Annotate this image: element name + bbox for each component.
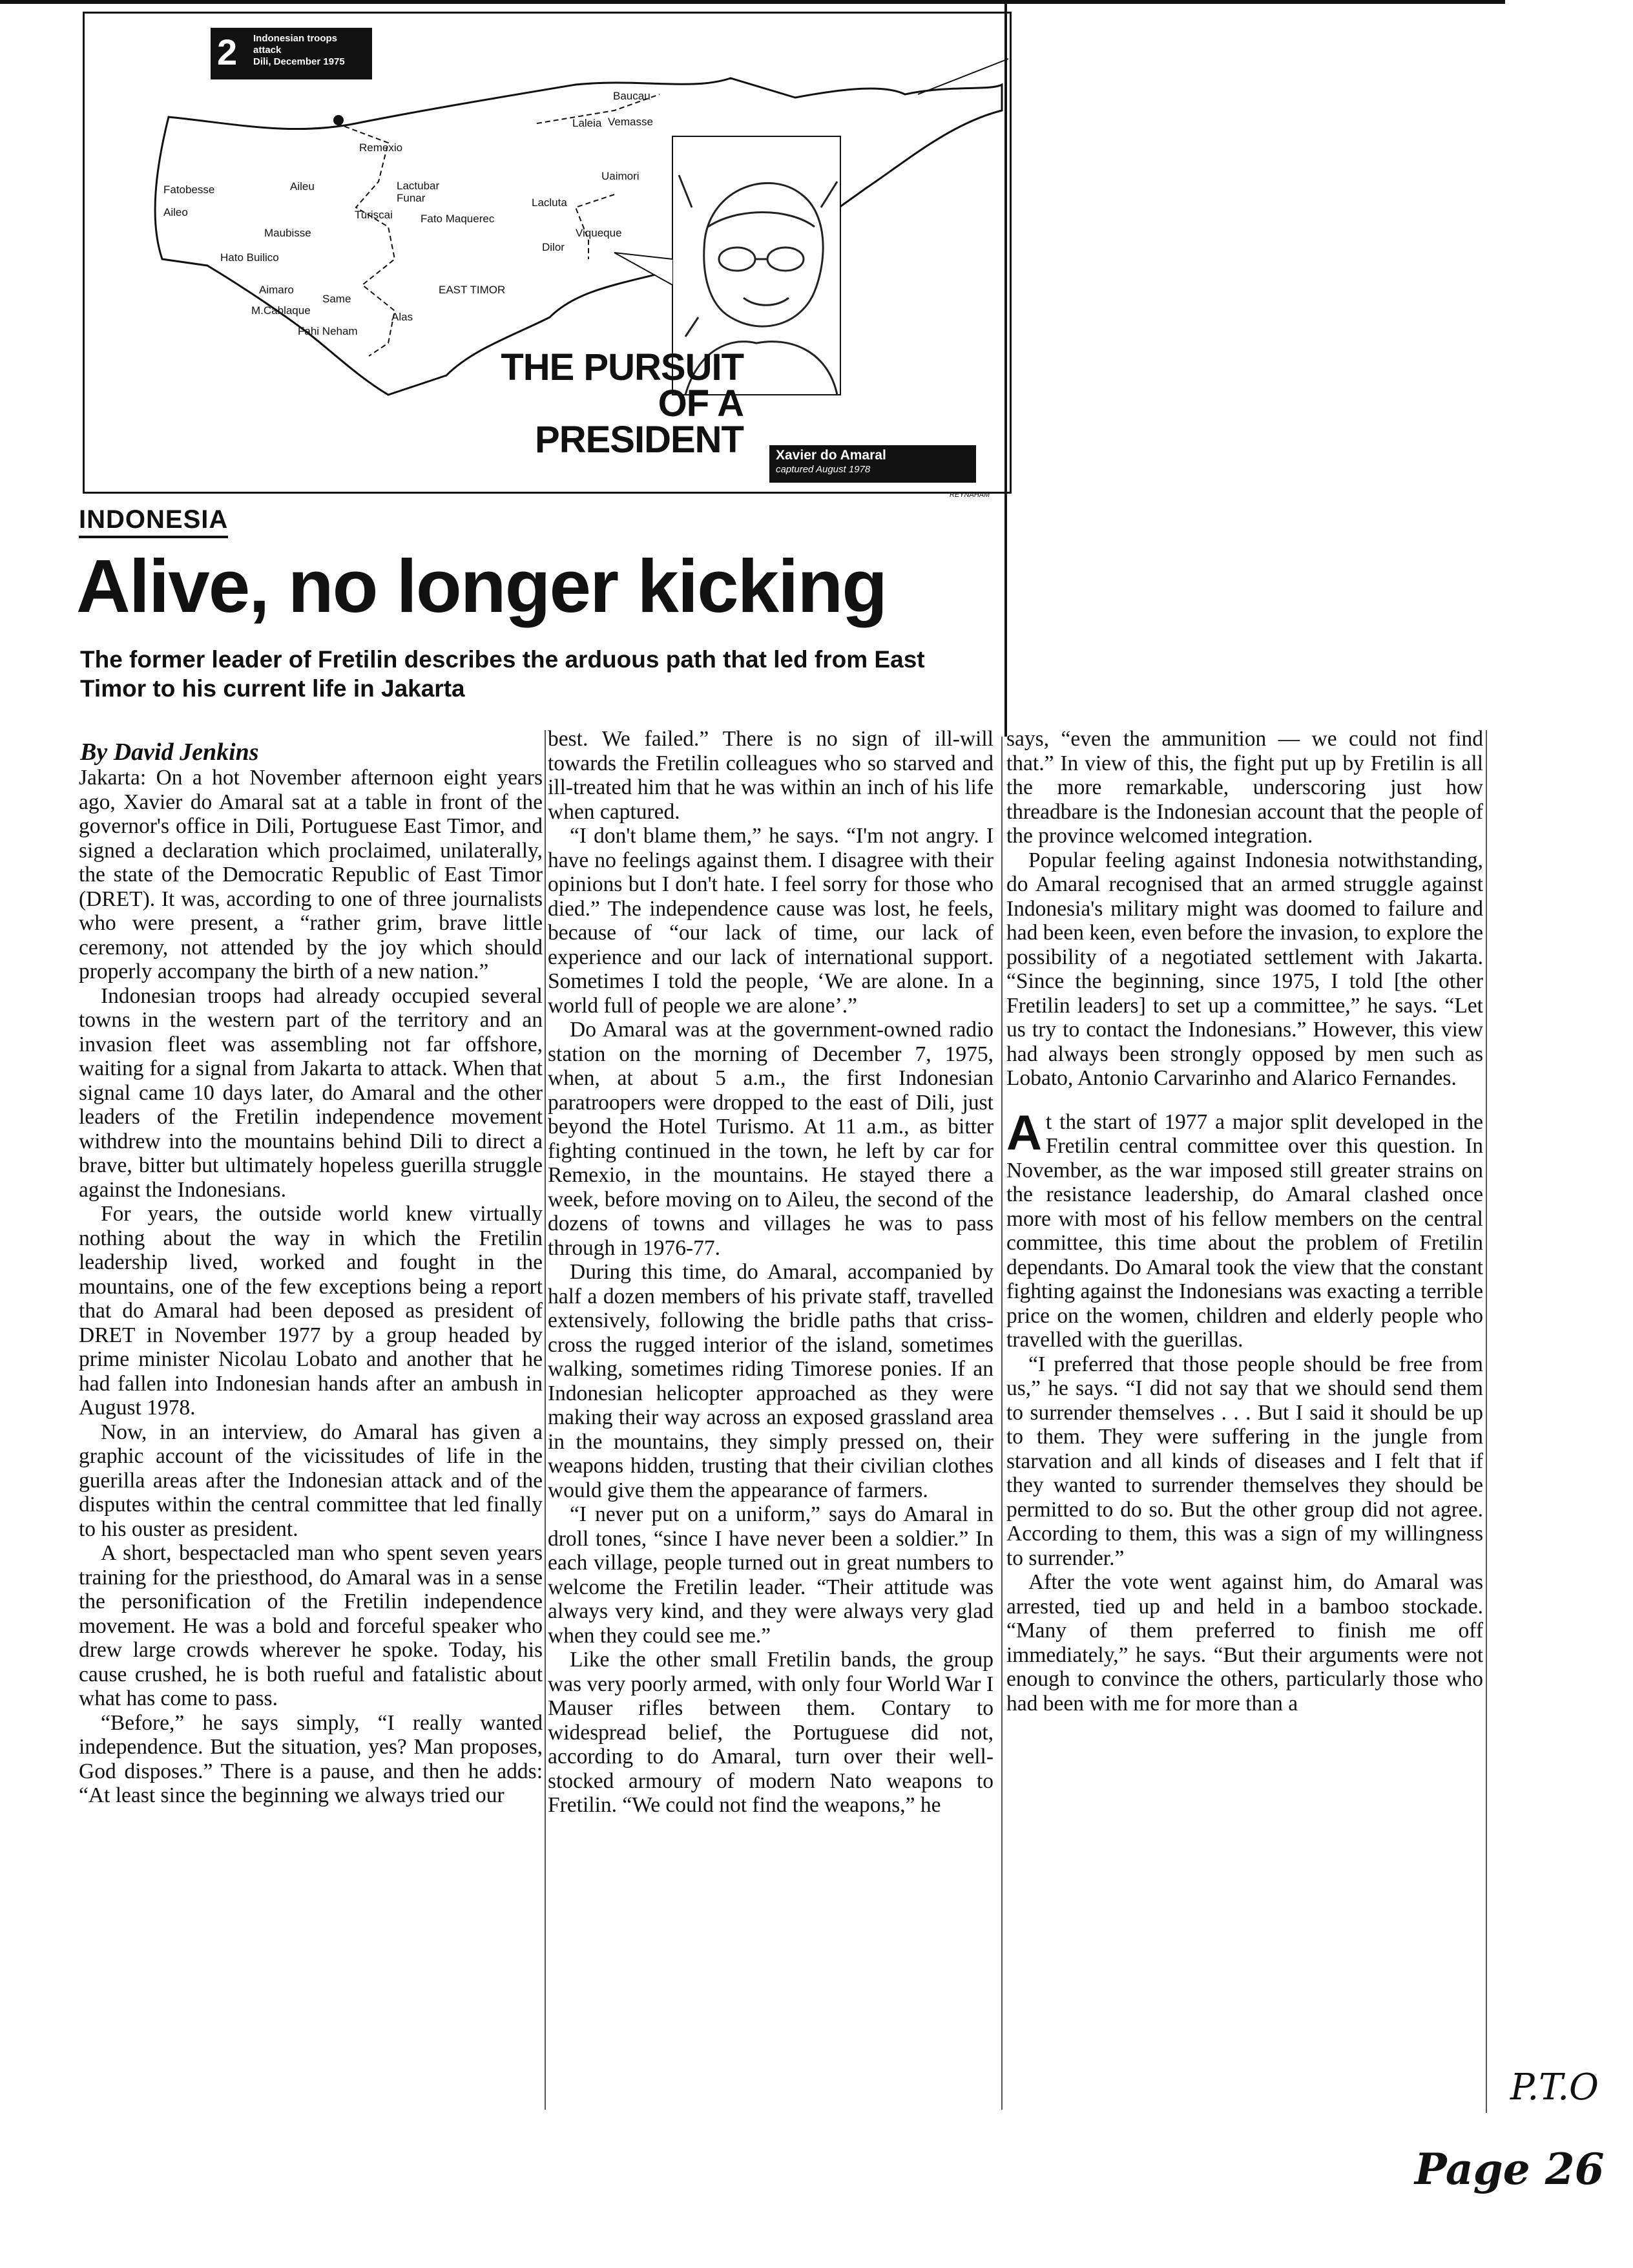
place-label: M.Cablaque (251, 304, 311, 317)
paragraph: During this time, do Amaral, accompanied by half a dozen members of his private staff, travelled extensively, following the bridle paths that criss-cross the rugged interior of the island, sometimes walking, sometimes riding Timorese ponies. If an Indonesian helicopter approached as they were making their way across an exposed grassland area in the mountains, they simply pressed on, their weapons hidden, trusting that their civilian clothes would give them the appearance of farmers. (548, 1260, 993, 1502)
place-label: Baucau (613, 90, 650, 102)
dili-attack-badge (211, 28, 372, 79)
place-label: Fato Maquerec (421, 213, 495, 225)
map-title-line: OF A (658, 383, 744, 425)
badge-number: 2 (217, 32, 238, 72)
paragraph: “Before,” he says simply, “I really wanted independence. But the situation, yes? Man proposes, God disposes.” There is a pause, and then he adds: “At least since the beginning we always tried our (79, 1710, 543, 1807)
paragraph: Do Amaral was at the government-owned radio station on the morning of December 7, 1975, when, at about 5 a.m., the first Indonesian paratroopers were dropped to the east of Dili, just beyond the Hotel Turismo. At 11 a.m., as bitter fighting continued in the town, he left by car for Remexio, in the mountains. He stayed there a week, before moving on to Aileu, the second of the dozens of towns and villages he was to pass through in 1976-77. (548, 1018, 993, 1260)
drop-cap: A (1006, 1105, 1042, 1160)
place-label: Dilor (542, 241, 565, 253)
deck: The former leader of Fretilin describes the arduous path that led from East Timor to his current life in Jakarta (80, 646, 925, 702)
place-label: Laleia (572, 117, 602, 129)
place-label: Same (322, 293, 351, 305)
place-label: Aimaro (259, 284, 294, 296)
byline: By David Jenkins (80, 739, 259, 766)
badge-line: Dili, December 1975 (253, 56, 345, 67)
paragraph: says, “even the ammunition — we could not find that.” In view of this, the fight put up by Fretilin is all the more remarkable, underscoring just how threadbare is the Indonesian account that the people of the province welcomed integration. (1006, 727, 1483, 848)
place-label: Viqueque (576, 227, 622, 239)
place-label: Aileo (163, 206, 188, 218)
place-label: EAST TIMOR (439, 284, 506, 296)
headline: Alive, no longer kicking (76, 544, 887, 628)
paragraph: Like the other small Fretilin bands, the group was very poorly armed, with only four World War I Mauser rifles between them. Contary to widespread belief, the Portuguese did not, according to do Amaral, turn over their well-stocked armoury of modern Nato weapons to Fretilin. “We could not find the weapons,” he (548, 1648, 993, 1817)
map-title (498, 346, 744, 461)
paragraph: For years, the outside world knew virtually nothing about the way in which the Fretilin leadership lived, worked and fought in the mountains, one of the few exceptions being a report that do Amaral had been deposed as president of DRET in November 1977 by a group headed by prime minister Nicolau Lobato and another that he had fallen into Indonesian hands after an ambush in August 1978. (79, 1202, 543, 1420)
paragraph: Indonesian troops had already occupied several towns in the western part of the territory and an invasion fleet was assembling not far offshore, waiting for a signal from Jakarta to attack. When that signal came 10 days later, do Amaral and the other leaders of the Fretilin independence movement withdrew into the mountains behind Dili to direct a brave, bitter but ultimately hopeless guerilla struggle against the Indonesians. (79, 983, 543, 1202)
place-label: Uaimori (601, 170, 640, 182)
place-label: Lacluta (532, 196, 567, 209)
article-column-2 (548, 727, 993, 1818)
handwritten-page-number: Page 26 (1415, 2144, 1605, 2194)
place-label: Maubisse (264, 227, 311, 239)
place-label: Fahi Neham (298, 325, 358, 337)
paragraph: “I preferred that those people should be free from us,” he says. “I did not say that we should send them to surrender themselves . . . But I said it should be up to them. They were suffering in the jungle from starvation and all kinds of diseases and I felt that if they wanted to surrender themselves they should be permitted to do so. But the other group did not agree. According to them, this was a sign of my willingness to surrender.” (1006, 1352, 1483, 1570)
place-label: Funar (397, 192, 426, 204)
route-line (337, 123, 395, 356)
map-title-line: THE PURSUIT (501, 346, 744, 388)
paragraph-dropcap (1006, 1105, 1483, 1352)
callout-pointer (614, 253, 672, 285)
column-divider (1001, 737, 1003, 2110)
illustration-credit: REYNAHAM (950, 491, 990, 499)
dili-marker (333, 115, 344, 125)
place-label: Alas (391, 311, 413, 323)
caption-name: Xavier do Amaral (776, 448, 886, 463)
article-column-1 (79, 766, 543, 1808)
right-edge-rule (1486, 730, 1487, 2113)
paragraph: Popular feeling against Indonesia notwithstanding, do Amaral recognised that an armed struggle against Indonesia's military might was doomed to failure and had been keen, even before the invasion, to explore the possibility of a negotiated settlement with Jakarta. “Since the beginning, since 1975, I told [the other Fretilin leaders] to set up a committee,” he says. “Let us try to contact the Indonesians.” However, this view had always been strongly opposed by men such as Lobato, Antonio Carvarinho and Alarico Fernandes. (1006, 848, 1483, 1090)
map-title-line: PRESIDENT (535, 419, 744, 461)
paragraph: Jakarta: On a hot November afternoon eight years ago, Xavier do Amaral sat at a table in front of the governor's office in Dili, Portuguese East Timor, and signed a declaration which proclaimed, unilaterally, the state of the Democratic Republic of East Timor (DRET). It was, according to one of three journalists who were present, a “rather grim, brave little ceremony, not attended by the joy which should properly accompany the birth of a new nation.” (79, 766, 543, 983)
portrait-caption (769, 445, 976, 483)
place-label: Fatobesse (163, 184, 215, 196)
caption-date: captured August 1978 (776, 464, 871, 475)
place-label: Remexio (359, 142, 403, 154)
place-label: Vemasse (608, 116, 653, 128)
paragraph: A short, bespectacled man who spent seven years training for the priesthood, do Amaral was in a sense the personification of the Fretilin independence movement. He was a bold and forceful speaker who drew large crowds wherever he spoke. Today, his cause crushed, he is both rueful and fatalistic about what has come to pass. (79, 1541, 543, 1710)
paragraph: best. We failed.” There is no sign of ill-will towards the Fretilin colleagues who so starved and ill-treated him that he was within an inch of his life when captured. (548, 727, 993, 824)
handwritten-pto: P.T.O (1510, 2066, 1599, 2108)
paragraph: After the vote went against him, do Amaral was arrested, tied up and held in a bamboo stockade. “Many of them preferred to finish me off immediately,” he says. “But their arguments were not enough to convince the others, particularly those who had been with me for more than a (1006, 1570, 1483, 1716)
place-label: Turiscai (355, 209, 393, 221)
place-label: Lactubar (397, 180, 440, 192)
paragraph: “I don't blame them,” he says. “I'm not angry. I have no feelings against them. I disagree with their opinions but I don't hate. I feel sorry for those who died.” The independence cause was lost, he feels, because of “our lack of time, our lack of experience and our lack of international support. Sometimes I told the people, ‘We are alone. In a world full of people we are alone’.” (548, 824, 993, 1018)
paragraph-text: t the start of 1977 a major split developed in the Fretilin central committee over this question. In November, as the war imposed still greater strains on the resistance leadership, do Amaral clashed once more with most of his fellow members on the central committee, this time about the problem of Fretilin dependants. Do Amaral took the view that the constant fighting against the Indonesians was exacting a terrible price on the women, children and elderly people who travelled with the guerillas. (1006, 1109, 1483, 1352)
place-label: Aileu (290, 180, 315, 193)
column-divider (545, 730, 546, 2110)
section-kicker: INDONESIA (79, 505, 228, 538)
map-graphic (83, 12, 1012, 494)
paragraph: “I never put on a uniform,” says do Amaral in droll tones, “since I have never been a soldier.” In each village, people turned out in great numbers to welcome the Fretilin leader. “Their attitude was always very kind, and they were always very glad when they could see me.” (548, 1502, 993, 1648)
badge-line: Indonesian troops attack (253, 33, 338, 56)
article-column-3 (1006, 727, 1483, 1716)
paragraph: Now, in an interview, do Amaral has given a graphic account of the vicissitudes of life in the guerilla areas after the Indonesian attack and of the disputes within the central committee that led finally to his ouster as president. (79, 1420, 543, 1541)
place-label: Hato Builico (220, 251, 279, 264)
top-rule (0, 0, 1505, 4)
